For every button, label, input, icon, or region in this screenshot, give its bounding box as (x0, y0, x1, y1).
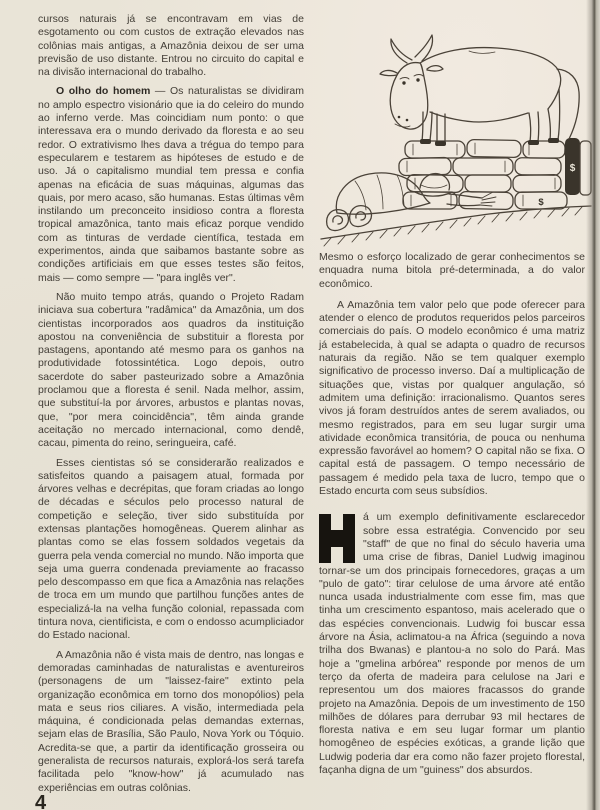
bull-drawing (380, 35, 579, 159)
book-spine-dollar-sign: $ (538, 197, 544, 208)
page-number: 4 (35, 792, 47, 810)
paragraph-with-heading (38, 85, 304, 284)
paragraph: Esses cientistas só se considerarão realizados e satisfeitos quando a paisagem atual, formada por árvores velhas e decrépitas, que foram criadas ao longo de décadas e séculos pelo processo natural de competição e seleção, tiver sido substituída por extensas plantações homogêneas. Querem alinhar as plantas como se elas fossem soldados vegetais da guerra pela venda comercial no mundo. Não importa que seja uma guerra condenada previamente ao fracasso pelo descompasso em que fica a Amazônia nas relações de troca em um mundo que partilhou funções antes de especializá-la na velha função colonial, repassada com tintura nova, cientificista, e com o endosso acumpliciador do Estado nacional. (38, 456, 304, 642)
inline-section-heading: O olho do homem (56, 85, 151, 98)
book-spine-dollar-sign: $ (569, 163, 576, 174)
page-edge-shadow (586, 0, 600, 810)
figure-caption: Mesmo o esforço localizado de gerar conhecimentos se enquadra numa bitola pré-determinada, a do valor econômico. (319, 251, 585, 290)
paragraph: cursos naturais já se encontravam em vias de esgotamento ou com custos de extração elevados nas colônias mais antigas, a Amazônia deixou de ser uma previsão de uso distante. Entrou no circuito do capital e na divisão internacional do trabalho. (38, 13, 304, 79)
paragraph-text: — Os naturalistas se dividiram no amplo espectro visionário que ia do celeiro do mundo ao inferno verde. Mas coincidiam num ponto: o que interessava era o mundo derivado da floresta e ao seu redor. O extrativismo lhes dava a trégua do tempo para especularem e testarem as hipóteses de estudo e de uso. Já o capitalismo mundial tem pressa e confia apenas na eficácia de suas máquinas, algumas das quais, por mero acaso, são humanas. Estas últimas vêm instilando um preconceito insidioso contra a floresta tropical amazônica, tanto mais eficaz porque vendido com as tinturas de verdade científica, testada em experimentos, ainda que saibamos bastante sobre as condições artificiais em que esses testes são feitos, mais — como sempre — "para inglês ver". (38, 85, 304, 284)
left-text-column (38, 13, 304, 801)
book-stack-drawing (399, 138, 591, 209)
paragraph: A Amazônia não é vista mais de dentro, nas longas e demoradas caminhadas de naturalistas e aventureiros (personagens de um "laissez-faire" extinto pela organização econômica em torno dos monopólios) pela mata e seus rios ciliares. A visão, intermediada pela máquina, é condicionada pelas demandas externas, sejam elas de Brasília, São Paulo, Nova York ou Tóquio. Acredita-se que, a partir da identificação grosseira ou generalista de recursos naturais, explorá-los será tarefa facilitada pelo "know-how" já acumulado nas experiências em outras colônias. (38, 648, 304, 794)
paragraph: Não muito tempo atrás, quando o Projeto Radam iniciava sua cobertura "radâmica" da Amazônia, um dos cientistas incorporados aos quadros da instituição apostou na conveniência de substituir a floresta por pastagens, apontando até mesmo para os ganhos na produtividade fotossintética. Logo depois, outro sacerdote do saber pasteurizado sobre a Amazônia proclamou que a floresta é senil. Nada melhor, assim, que substituí-la por árvores, arbustos e plantas novas, que, "por mera coincidência", têm ainda grande aceitação no mercado internacional, como dendê, cacau, pimenta do reino, seringueira, café. (38, 290, 304, 450)
paragraph: A Amazônia tem valor pelo que pode oferecer para atender o elenco de produtos requeridos pelos parceiros comerciais do país. O modelo econômico é uma matriz já estabelecida, à qual se adapta o quadro de recursos naturais da região. Não se tem qualquer exemplo significativo de processo inverso. Daí a multiplicação de situações que, vistas por qualquer angulação, só admitem uma definição: irracionalismo. Quantos seres vivos já foram destruídos antes de serem avaliados, ou mesmo registrados, para em seu lugar surgir uma atividade econômica transitória, de pouca ou nenhuma expressão favorável ao homem? O capital não se fixa. O capital está de passagem. O tempo necessário de passagem é medido pela taxa de lucro, tempo que o Estado encurta com seus subsídios. (319, 298, 585, 498)
dropcap-letter-h (319, 514, 355, 563)
paragraph-with-dropcap (319, 511, 585, 777)
right-text-column (319, 13, 585, 783)
paragraph-text: á um exemplo definitivamente esclarecedor sobre essa estratégia. Convencido por seu "staff" de que no final do século haveria uma uma crise de fibras, Daniel Ludwig imaginou tornar-se um dos principais fornecedores, graças a um "pulo de gato": tirar celulose de uma árvore até então nunca usada industrialmente com esse fim, mas que tinha um crescimento espantoso, mais acelerado que o das espécies convencionais. Ludwig foi buscar essa árvore na Ásia, aclimatou-a na África (seguindo a nova trilha dos Bwanas) e plantou-a no solo do Pará. Mas hoje a "gmelina arbórea" responde por menos de um terço da oferta de madeira para celulose na Jari e representou um dos maiores fracassos do grande projeto na Amazônia. Depois de um investimento de 150 milhões de dólares para derrubar 93 mil hectares de floresta nativa e em seu lugar formar um plantio homogêneo de espécies exóticas, a grande lição que Ludwig poderia dar era como não fazer projeto florestal, façanha digna de um "guiness" dos absurdos. (319, 511, 585, 776)
bull-on-books-illustration (319, 13, 591, 245)
line-drawing-svg (319, 13, 593, 249)
